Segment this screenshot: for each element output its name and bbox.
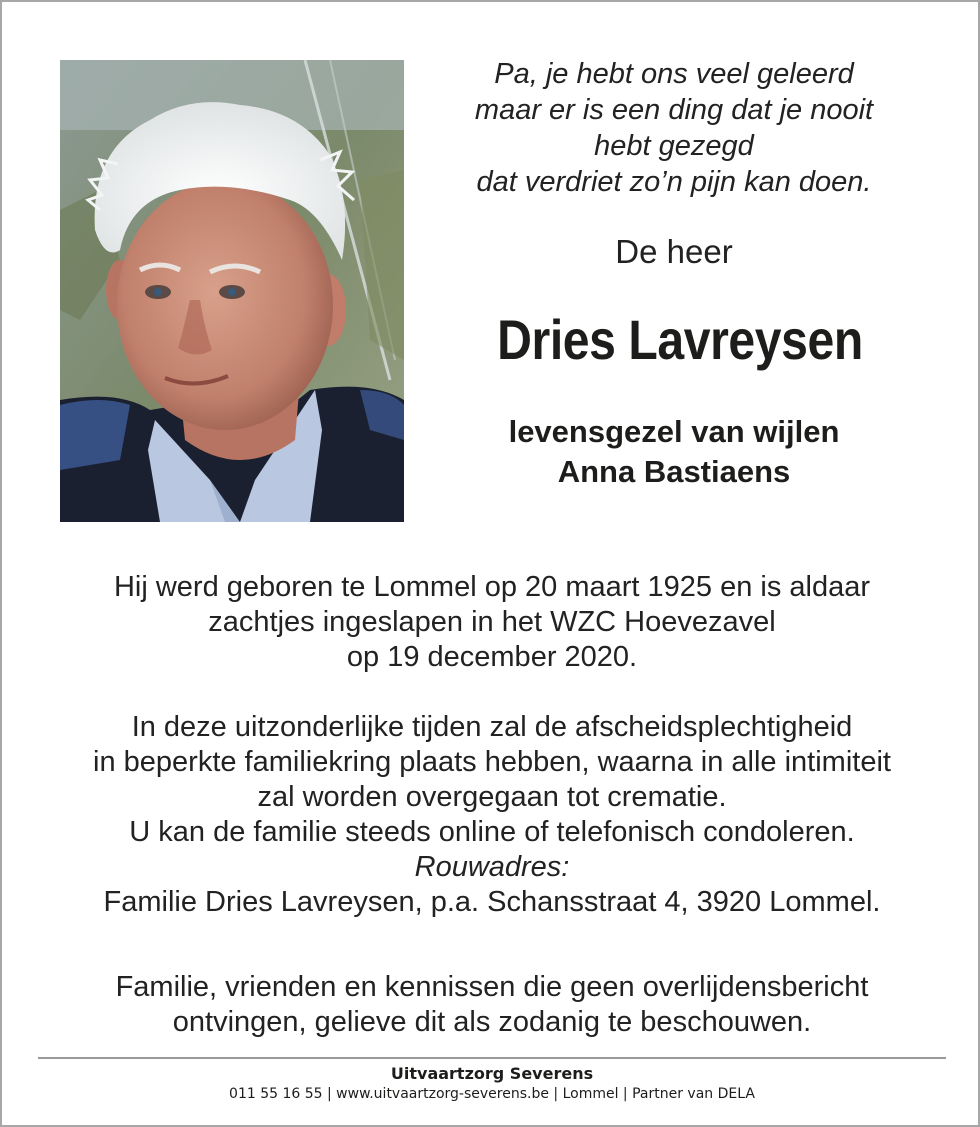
paragraph-line: zachtjes ingeslapen in het WZC Hoevezavel xyxy=(208,606,776,638)
paragraph-line: op 19 december 2020. xyxy=(346,641,638,673)
poem-line: dat verdriet zo’n pijn kan doen. xyxy=(476,166,872,198)
paragraph-line: Familie, vrienden en kennissen die geen overlijdensbericht xyxy=(115,971,869,1003)
mourning-address: Familie Dries Lavreysen, p.a. Schansstraat 4, 3920 Lommel. xyxy=(103,886,881,918)
notice-paragraph xyxy=(22,970,962,1040)
paragraph-line: ontvingen, gelieve dit als zodanig te beschouwen. xyxy=(172,1006,812,1038)
partner-line: levensgezel van wijlen xyxy=(508,414,840,449)
funeral-home-name: Uitvaartzorg Severens xyxy=(390,1064,594,1083)
poem xyxy=(434,56,914,200)
footer-divider xyxy=(38,1057,946,1059)
partner-info xyxy=(434,412,914,492)
portrait-photo xyxy=(60,60,404,522)
deceased-name: Dries Lavreysen xyxy=(497,308,863,371)
paragraph-line: Hij werd geboren te Lommel op 20 maart 1925 en is aldaar xyxy=(113,571,871,603)
paragraph-line: zal worden overgegaan tot crematie. xyxy=(257,781,727,813)
poem-line: Pa, je hebt ons veel geleerd xyxy=(494,58,854,90)
poem-line: hebt gezegd xyxy=(594,130,754,162)
paragraph-line: U kan de familie steeds online of telefonisch condoleren. xyxy=(129,816,855,848)
funeral-home-contact: 011 55 16 55 | www.uitvaartzorg-severens.be | Lommel | Partner van DELA xyxy=(229,1086,755,1102)
paragraph-line: In deze uitzonderlijke tijden zal de afscheidsplechtigheid xyxy=(131,711,853,743)
poem-line: maar er is een ding dat je nooit xyxy=(474,94,874,126)
birth-death-paragraph xyxy=(22,570,962,675)
partner-name: Anna Bastiaens xyxy=(557,454,791,489)
salutation: De heer xyxy=(615,233,733,270)
ceremony-paragraph xyxy=(22,710,962,920)
address-label: Rouwadres: xyxy=(414,851,570,883)
paragraph-line: in beperkte familiekring plaats hebben, waarna in alle intimiteit xyxy=(93,746,891,778)
